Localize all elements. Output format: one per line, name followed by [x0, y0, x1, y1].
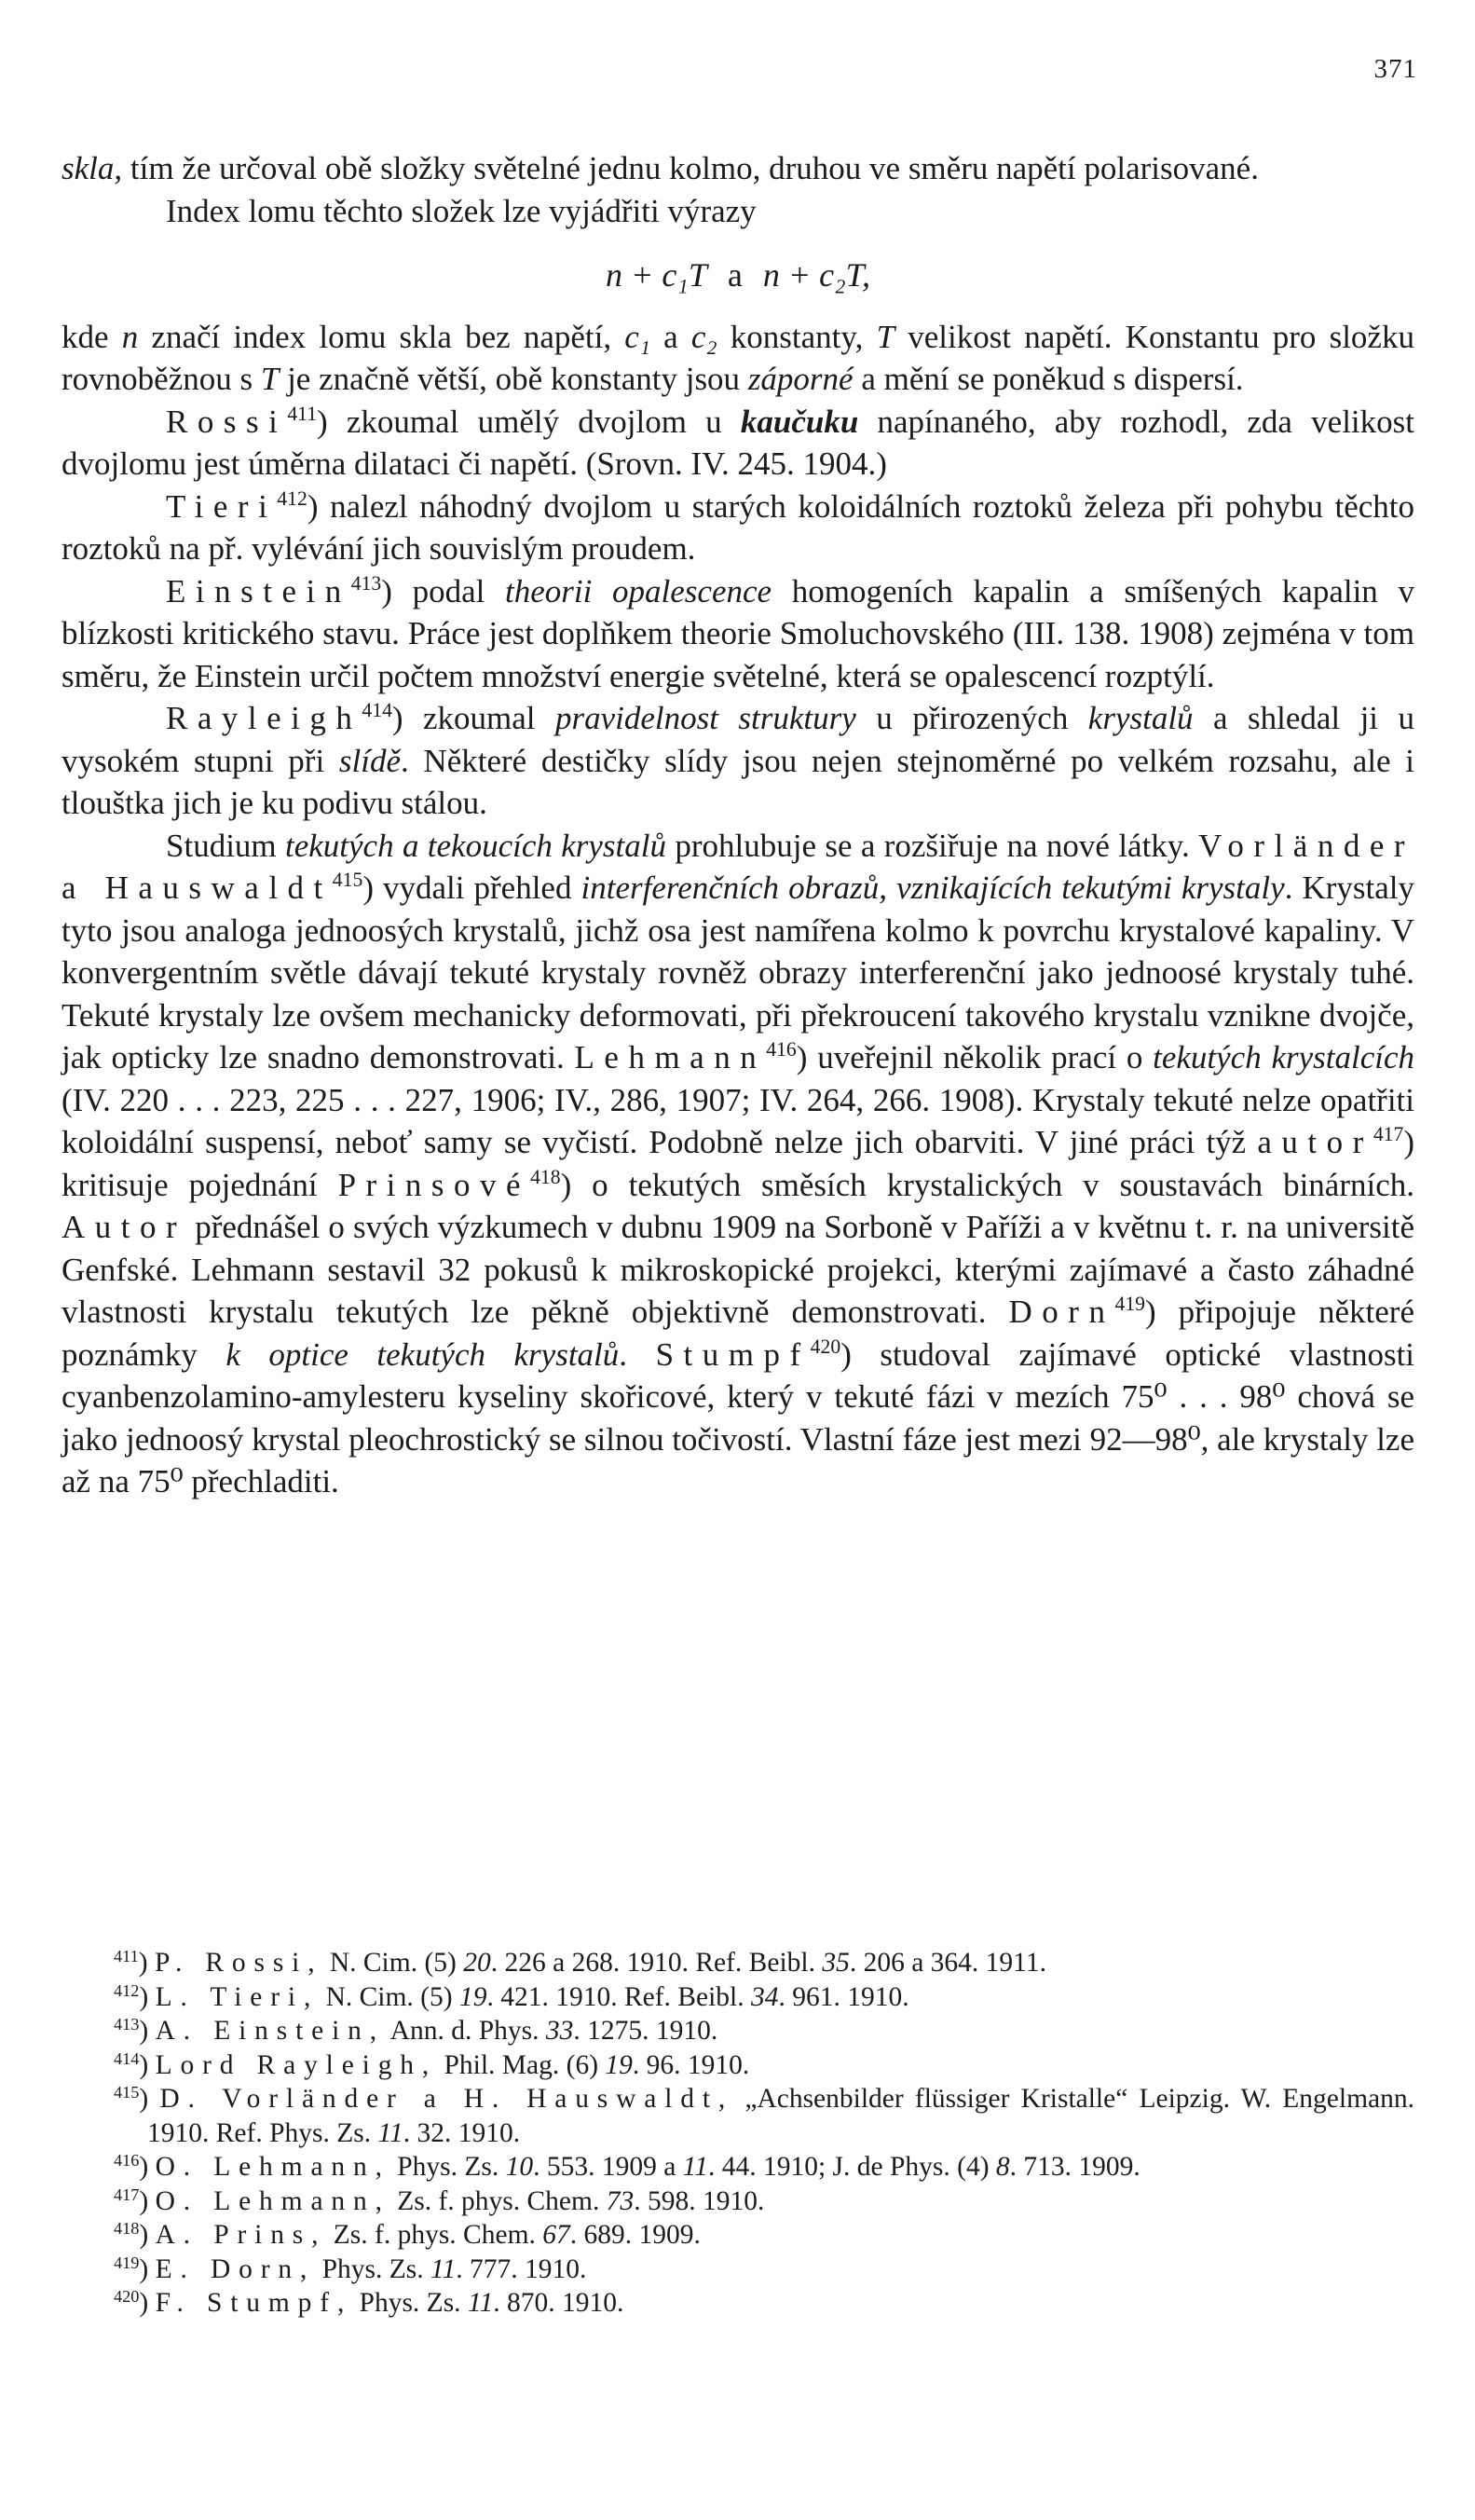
text-fragment: 420: [810, 1335, 841, 1358]
text-fragment: skla,: [61, 150, 123, 186]
formula: [61, 254, 1414, 297]
emphasis-zaporne: záporné: [747, 361, 854, 397]
text-fragment: T: [260, 361, 280, 397]
footnote-414: $^{414}$) Lord Rayleigh, Phil. Mag. (6) 19. 96. 1910.: [114, 2048, 750, 2080]
text-fragment: Autor: [61, 1209, 187, 1245]
author-name: Rayleigh: [166, 700, 362, 736]
text-fragment: ) zkoumal: [391, 700, 555, 736]
footnote-413: $^{413}$) A. Einstein, Ann. d. Phys. 33. 1275. 1910.: [114, 2014, 718, 2046]
text-fragment: N. Cim. (5): [319, 1981, 459, 2012]
text-fragment: 415: [332, 868, 363, 891]
text-fragment: . 226 a 268. 1910. Ref. Beibl.: [490, 1948, 823, 1978]
text-fragment: kaučuku: [740, 403, 859, 440]
footnote-418: $^{418}$) A. Prins, Zs. f. phys. Chem. 67. 689. 1909.: [114, 2218, 701, 2250]
text-fragment: Zs. f. phys. Chem.: [326, 2220, 543, 2250]
footnote-ref: 411: [287, 402, 318, 425]
text-fragment: k optice tekutých krystalů: [225, 1335, 620, 1373]
author-name: Hauswaldt: [104, 870, 333, 906]
text-fragment: Phys. Zs.: [315, 2253, 430, 2284]
text-fragment: . Krystaly tyto jsou analoga jednoosých krystalů, jichž osa jest namířena kolmo k povrchu krystalové kapaliny. V konvergentním světle dávají tekuté krystaly rovněž obrazy interferenční jako jednoosé krystaly tuhé. Tekuté krystaly lze ovšem mechanicky deformovati, při překroucení takového krystalu vznikne dvojče, jak opticky lze snadno demonstrovati.: [61, 870, 1414, 1075]
text-fragment: „Achsenbilder flüssiger Kristalle“ Leipzig. W. Engelmann. 1910. Ref. Phys. Zs.: [147, 2084, 1414, 2148]
text-fragment: E. Dorn,: [155, 2253, 316, 2284]
text-fragment: ) vydali přehled: [362, 870, 581, 906]
text-fragment: O. Lehmann,: [155, 2152, 390, 2182]
text-fragment: slídě: [338, 742, 401, 779]
text-fragment: 418: [114, 2218, 140, 2238]
text-fragment: 11: [430, 2253, 457, 2284]
text-fragment: 67: [542, 2220, 570, 2250]
text-fragment: ) studoval zajímavé optické vlastnosti cyanbenzolamino-amylesteru kyseliny skořicové, který v tekuté fázi v mezích 75⁰ . . . 98⁰ chová se jako jednoosý krystal pleochrostický se silnou točivostí. Vlastní fáze jest mezi 92—98⁰, ale krystaly lze až na 75⁰ přechladiti.: [61, 1335, 1415, 1500]
paragraph-tieri: [61, 486, 1414, 570]
text-fragment: 413: [114, 2014, 140, 2034]
text-fragment: je značně větší, obě konstanty jsou: [279, 361, 748, 397]
text-fragment: Phil. Mag. (6): [437, 2049, 606, 2080]
text-fragment: . 598. 1910.: [634, 2185, 765, 2216]
text-fragment: 419: [1114, 1292, 1145, 1315]
footnote-ref: 412: [277, 486, 307, 510]
text-fragment: Prinsové: [337, 1166, 531, 1203]
author-name: Rossi: [166, 403, 288, 440]
text-fragment: P. Rossi,: [154, 1948, 323, 1978]
author-name: Einstein: [166, 572, 351, 609]
text-fragment: velikost napětí. Konstantu pro složku rovnoběžnou s: [61, 318, 1414, 397]
text-fragment: . 713. 1909.: [1009, 2152, 1140, 2182]
text-fragment: . 870. 1910.: [493, 2288, 624, 2318]
text-fragment: přednášel o svých výzkumech v dubnu 1909 na Sorboně v Paříži a v květnu t. r. na universitě Genfské. Lehmann sestavil 32 pokusů k mikroskopické projekci, kterými zajímavé a často záhadné vlastnosti krystalu tekutých lze pěkně objektivně demonstrovati.: [61, 1209, 1414, 1330]
text-fragment: značí index lomu skla bez napětí,: [138, 318, 625, 355]
text-fragment: .: [619, 1335, 656, 1373]
text-fragment: 19: [458, 1981, 487, 2012]
text-fragment: kde: [61, 318, 122, 355]
text-fragment: L. Tieri,: [155, 1981, 320, 2012]
text-fragment: ) připojuje některé poznámky: [61, 1294, 1414, 1373]
text-fragment: 34: [750, 1981, 779, 2012]
text-fragment: a shledal ji u vysokém stupni při: [61, 700, 1414, 779]
text-fragment: . 777. 1910.: [456, 2253, 587, 2284]
text-fragment: 416: [766, 1037, 797, 1061]
text-fragment: . 32. 1910.: [403, 2117, 521, 2148]
text-fragment: 11: [377, 2117, 403, 2148]
text-fragment: O. Lehmann,: [155, 2185, 390, 2216]
text-fragment: ) uveřejnil několik prací o: [796, 1039, 1154, 1075]
paragraph-rayleigh: [61, 697, 1414, 825]
text-fragment: Phys. Zs.: [352, 2288, 468, 2318]
text-fragment: 420: [114, 2286, 140, 2306]
paragraph-3: [61, 316, 1414, 401]
footnote-420: $^{420}$) F. Stumpf, Phys. Zs. 11. 870. 1910.: [114, 2286, 624, 2318]
text-fragment: konstanty,: [717, 318, 877, 355]
text-fragment: 414: [114, 2048, 140, 2068]
text-fragment: 8: [995, 2152, 1010, 2182]
text-fragment: a mění se poněkud s dispersí.: [853, 361, 1244, 397]
text-fragment: . 96. 1910.: [632, 2049, 750, 2080]
text-fragment: n: [121, 318, 139, 355]
text-fragment: 33: [545, 2016, 574, 2046]
text-fragment: D. Vorländer a H. Hauswaldt,: [159, 2084, 734, 2114]
text-fragment: 411: [114, 1946, 139, 1965]
text-fragment: 20: [463, 1948, 491, 1978]
text-fragment: Studium: [166, 827, 285, 864]
text-fragment: 35: [822, 1948, 850, 1978]
text-fragment: napínaného, aby rozhodl, zda velikost dvojlomu jest úměrna dilataci či napětí. (Srovn. IV. 245. 1904.): [61, 403, 1414, 482]
text-fragment: theorii opalescence: [505, 572, 772, 609]
text-fragment: a: [727, 256, 743, 294]
author-name: Vorländer: [1198, 827, 1415, 864]
text-fragment: c₁: [624, 318, 650, 355]
text-fragment: . 206 a 364. 1911.: [849, 1948, 1046, 1978]
text-fragment: 415: [114, 2082, 140, 2102]
text-fragment: . 421. 1910. Ref. Beibl.: [486, 1981, 751, 2012]
paragraph-2: [61, 190, 1414, 233]
text-fragment: 418: [530, 1165, 561, 1188]
footnotes: [61, 1946, 1414, 2321]
text-fragment: ) kritisuje pojednání: [61, 1124, 1414, 1203]
author-name: Tieri: [166, 487, 278, 525]
text-fragment: ) zkoumal umělý dvojlom u: [317, 403, 741, 440]
text-fragment: 417: [1373, 1122, 1404, 1145]
page-number: 371: [1373, 54, 1417, 84]
text-fragment: 412: [114, 1980, 140, 2000]
text-fragment: ) o tekutých směsích krystalických v soustavách binárních.: [560, 1166, 1414, 1203]
text-fragment: a: [650, 318, 691, 355]
text-fragment: homogeních kapalin a smíšených kapalin v blízkosti kritického stavu. Práce jest doplňkem theorie Smoluchovského (III. 138. 1908) zejména v tom směru, že Einstein určil počtem množství energie světelné, která se opalescencí rozptýlí.: [61, 572, 1414, 694]
text-fragment: u přirozených: [855, 700, 1088, 736]
author-name: Stumpf: [655, 1335, 811, 1373]
text-fragment: a: [61, 870, 105, 906]
text-fragment: 11: [682, 2152, 708, 2182]
main-text: [61, 147, 1414, 1503]
text-fragment: c₂: [690, 318, 717, 355]
text-fragment: interferenčních obrazů, vznikajících tekutými krystaly: [580, 870, 1285, 906]
text-fragment: . 689. 1909.: [569, 2220, 701, 2250]
text-fragment: Ann. d. Phys.: [384, 2016, 546, 2046]
text-fragment: . Některé destičky slídy jsou nejen stejnoměrné po velkém rozsahu, ale i tlouštka jich je ku podivu stálou.: [61, 742, 1414, 821]
text-fragment: 417: [114, 2184, 140, 2204]
footnote-416: $^{416}$) O. Lehmann, Phys. Zs. 10. 553. 1909 a 11. 44. 1910; J. de Phys. (4) 8. 713. 1909.: [114, 2150, 1140, 2182]
author-name: Dorn: [1008, 1294, 1115, 1330]
text-fragment: krystalů: [1087, 700, 1194, 736]
footnote-417: $^{417}$) O. Lehmann, Zs. f. phys. Chem. 73. 598. 1910.: [114, 2184, 765, 2216]
text-fragment: tekutých a tekoucích krystalů: [285, 827, 666, 864]
text-fragment: tím že určoval obě složky světelné jednu kolmo, druhou ve směru napětí polarisované.: [122, 150, 1259, 186]
footnote-412: $^{412}$) L. Tieri, N. Cim. (5) 19. 421. 1910. Ref. Beibl. 34. 961. 1910.: [114, 1980, 909, 2012]
footnote-419: $^{419}$) E. Dorn, Phys. Zs. 11. 777. 1910.: [114, 2253, 587, 2284]
footnote-415: $^{415}$) D. Vorländer a H. Hauswaldt, „Achsenbilder flüssiger Kristalle“ Leipzig. W. Engelmann. 1910. Ref. Phys. Zs. 11. 32. 1910.: [114, 2082, 1414, 2148]
paragraph-1: [61, 147, 1414, 190]
text-fragment: 73: [606, 2185, 635, 2216]
text-fragment: Zs. f. phys. Chem.: [389, 2185, 607, 2216]
paragraph-einstein: [61, 570, 1414, 698]
text-fragment: ) nalezl náhodný dvojlom u starých koloidálních roztoků železa při pohybu těchto roztoků na př. vylévání jich souvislým proudem.: [61, 487, 1414, 567]
text-fragment: 19: [605, 2049, 633, 2080]
text-fragment: . 44. 1910; J. de Phys. (4): [707, 2152, 996, 2182]
text-fragment: . 1275. 1910.: [573, 2016, 718, 2046]
text-fragment: . 961. 1910.: [778, 1981, 909, 2012]
text-fragment: n + c₂T,: [762, 256, 870, 294]
text-fragment: tekutých krystalcích: [1153, 1039, 1415, 1075]
text-fragment: . 553. 1909 a: [533, 2152, 683, 2182]
text-fragment: 11: [467, 2288, 494, 2318]
text-fragment: ) podal: [381, 572, 506, 609]
text-fragment: 419: [114, 2253, 140, 2272]
text-fragment: 10: [505, 2152, 534, 2182]
text-fragment: (IV. 220 . . . 223, 225 . . . 227, 1906; IV., 286, 1907; IV. 264, 266. 1908). Krystaly tekuté nelze opatřiti koloidální suspensí, neboť samy se vyčistí. Podobně nelze jich obarviti. V jiné práci týž: [61, 1081, 1414, 1160]
paragraph-rossi: [61, 401, 1414, 486]
footnote-ref: 413: [350, 571, 382, 595]
text-fragment: N. Cim. (5): [322, 1948, 464, 1978]
text-fragment: F. Stumpf,: [155, 2288, 353, 2318]
text-fragment: Phys. Zs.: [389, 2152, 506, 2182]
text-fragment: autor: [1257, 1124, 1373, 1160]
footnote-411: $^{411}$) P. Rossi, N. Cim. (5) 20. 226 a 268. 1910. Ref. Beibl. 35. 206 a 364. 1911.: [114, 1946, 1046, 1978]
footnote-ref: 414: [362, 698, 392, 721]
text-fragment: 416: [114, 2150, 140, 2170]
text-fragment: n + c₁T: [606, 256, 707, 294]
text-fragment: pravidelnost struktury: [554, 700, 856, 736]
text-fragment: T: [876, 318, 895, 355]
text-fragment: Index lomu těchto složek lze vyjádřiti výrazy: [166, 192, 757, 229]
text-fragment: prohlubuje se a rozšiřuje na nové látky.: [666, 827, 1199, 864]
paragraph-tekute-krystaly: [61, 825, 1414, 1503]
text-fragment: A. Prins,: [155, 2220, 327, 2250]
author-name: Lehmann: [574, 1039, 767, 1075]
text-fragment: A. Einstein,: [155, 2016, 385, 2046]
text-fragment: Lord Rayleigh,: [155, 2049, 438, 2080]
